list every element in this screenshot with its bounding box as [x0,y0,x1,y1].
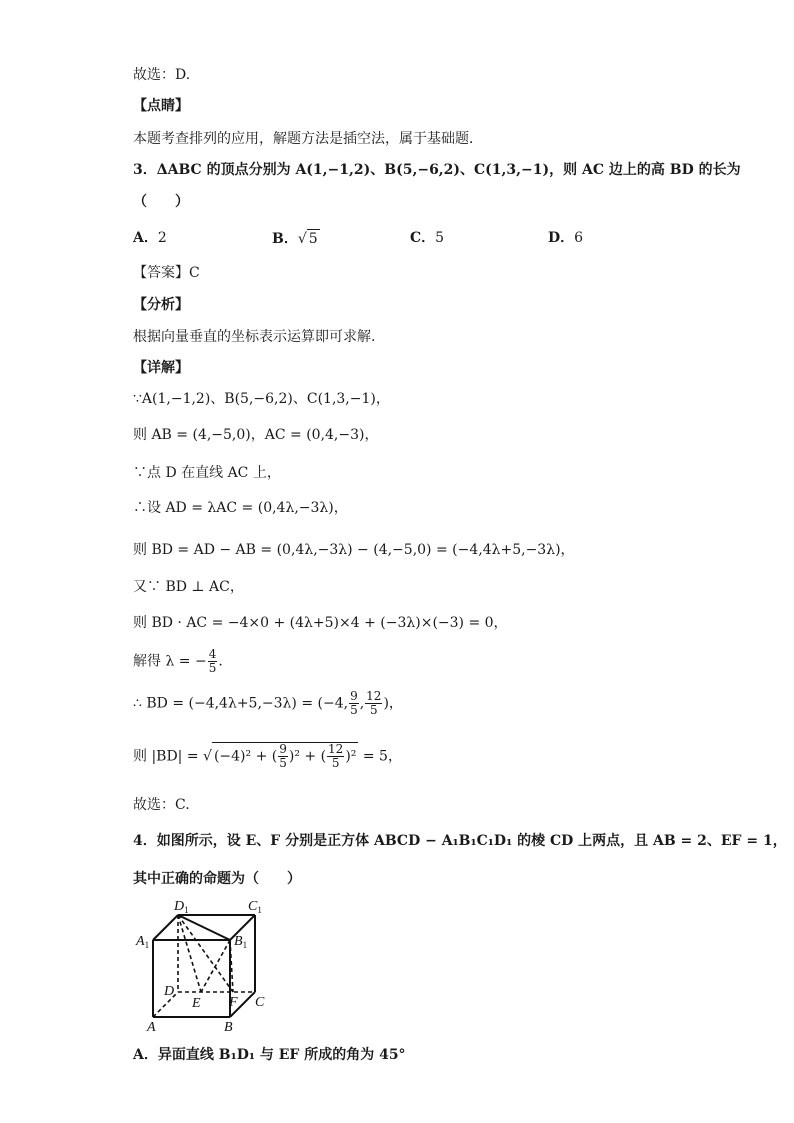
cube-figure [133,897,273,1037]
edge-a1-d1 [153,915,178,940]
closing-choice: 故选：D. [133,67,191,83]
q3-option-d [548,229,583,247]
fraction: $\frac{4}{5}$ [208,647,217,675]
radical: (−4)² + ( $\frac{9}{5}$ )² + ( $\frac{12}{5}$ )² [213,742,357,770]
step-text: = 5， [358,748,402,765]
dianjing-text: 本题考查排列的应用，解题方法是插空法，属于基础题． [133,131,483,147]
q3-paren: （ ） [133,194,189,210]
step-text: 解得 λ = − [133,653,207,670]
step-text: 则 |BD| = [133,748,204,765]
solution-step-1: ∵A(1,−1,2)、B(5,−6,2)、C(1,3,−1)， [133,391,390,407]
section-fenxi: 【分析】 [133,297,189,313]
step-text: )， [383,695,403,712]
fenxi-text: 根据向量垂直的坐标表示运算即可求解. [133,329,376,345]
label-c: C [255,995,265,1010]
label-a1: $A_1$ [136,934,150,950]
solution-step-3: ∵点 D 在直线 AC 上， [133,465,281,481]
q3-stem: 3．ΔABC 的顶点分别为 A(1,−1,2)、B(5,−6,2)、C(1,3,−1)，则 AC 边上的高 BD 的长为 [133,162,741,178]
step-text: . [218,653,223,670]
label-d1: $D_1$ [174,899,189,915]
seg-d1-e [178,915,201,992]
step-text: ∴ BD = (−4,4λ+5,−3λ) = (−4, [133,695,349,712]
option-label: B． [272,231,298,247]
option-label: A． [133,230,158,246]
section-xiangjie: 【详解】 [133,360,189,376]
solution-step-8 [133,648,223,675]
option-value: 5 [435,230,445,246]
label-b1: $B_1$ [234,934,248,950]
q3-option-b: B．√ 5 [272,231,318,247]
q3-option-a [133,229,167,247]
seg-d1-f [178,915,233,992]
seg-b1-e [201,940,230,992]
solution-step-6: 又∵ BD ⊥ AC， [133,579,244,595]
label-a: A [147,1020,156,1035]
label-c1: $C_1$ [248,899,262,915]
solution-step-2: 则 AB = (4,−5,0)，AC = (0,4,−3)， [133,427,379,443]
solution-step-7: 则 BD · AC = −4×0 + (4λ+5)×4 + (−3λ)×(−3) = 0， [133,615,508,631]
q3-option-c [410,229,444,247]
label-f: F [229,995,238,1010]
option-label: C． [410,230,436,246]
section-dianjing: 【点睛】 [133,98,189,114]
label-d: D [164,984,175,999]
fraction: $\frac{12}{5}$ [366,689,382,717]
fraction: $\frac{9}{5}$ [350,689,358,717]
q4-sub: 其中正确的命题为（ ） [133,871,301,887]
label-b: B [224,1020,233,1035]
closing-choice-2: 故选：C. [133,797,190,813]
q4-stem: 4．如图所示，设 E、F 分别是正方体 ABCD − A₁B₁C₁D₁ 的棱 CD 上两点，且 AB = 2、EF = 1， [133,833,787,849]
option-value: 5 [308,231,318,247]
option-label: D． [548,230,575,246]
q4-option-a: A．异面直线 B₁D₁ 与 EF 所成的角为 45° [133,1047,406,1063]
solution-step-10: 则 |BD| = √ (−4)² + ( $\frac{9}{5}$ )² + ( $\frac{12}{5}$ )² = 5， [133,742,402,770]
label-e: E [192,996,201,1011]
option-value: 6 [574,230,584,246]
answer-label: 【答案】C [133,265,200,281]
solution-step-5: 则 BD = AD − AB = (0,4λ,−3λ) − (4,−5,0) = (−4,4λ+5,−3λ)， [133,542,575,558]
solution-step-4: ∴设 AD = λAC = (0,4λ,−3λ)， [133,500,348,516]
option-value: 2 [157,230,167,246]
solution-step-9: ∴ BD = (−4,4λ+5,−3λ) = (−4, $\frac{9}{5}$ , $\frac{12}{5}$ )， [133,689,403,717]
diag-d1-b1 [178,915,230,940]
